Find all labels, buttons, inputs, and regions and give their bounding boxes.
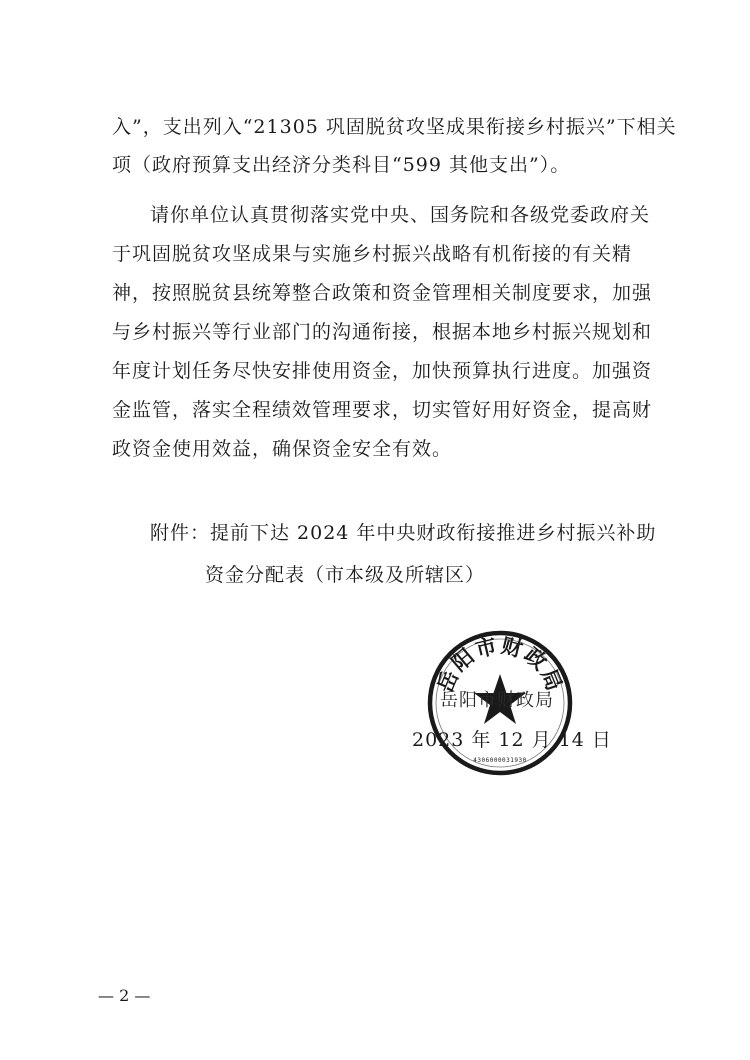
body-line-7: 年度计划任务尽快安排使用资金，加快预算执行进度。加强资 — [112, 360, 653, 382]
body-line-3: 请你单位认真贯彻落实党中央、国务院和各级党委政府关 — [150, 204, 651, 226]
body-line-6: 与乡村振兴等行业部门的沟通衔接，根据本地乡村振兴规划和 — [112, 321, 653, 343]
issue-date: 2023 年 12 月 14 日 — [412, 729, 612, 751]
svg-text:岳阳市财政局: 岳阳市财政局 — [431, 632, 569, 696]
body-line-1: 入”，支出列入“21305 巩固脱贫攻坚成果衔接乡村振兴”下相关 — [112, 116, 677, 138]
body-line-5: 神，按照脱贫县统筹整合政策和资金管理相关制度要求，加强 — [112, 282, 653, 304]
page-number: — 2 — — [98, 986, 151, 1005]
attachment-line-2: 资金分配表（市本级及所辖区） — [205, 564, 486, 586]
svg-text:4306000031930: 4306000031930 — [473, 757, 527, 764]
body-line-9: 政资金使用效益，确保资金安全有效。 — [112, 438, 453, 460]
body-line-8: 金监管，落实全程绩效管理要求，切实管好用好资金，提高财 — [112, 399, 653, 421]
body-line-2: 项（政府预算支出经济分类科目“599 其他支出”）。 — [112, 154, 571, 176]
body-line-4: 于巩固脱贫攻坚成果与实施乡村振兴战略有机衔接的有关精 — [112, 243, 633, 265]
issuer-name: 岳阳市财政局 — [440, 690, 554, 711]
attachment-line-1: 附件：提前下达 2024 年中央财政衔接推进乡村振兴补助 — [150, 522, 657, 544]
